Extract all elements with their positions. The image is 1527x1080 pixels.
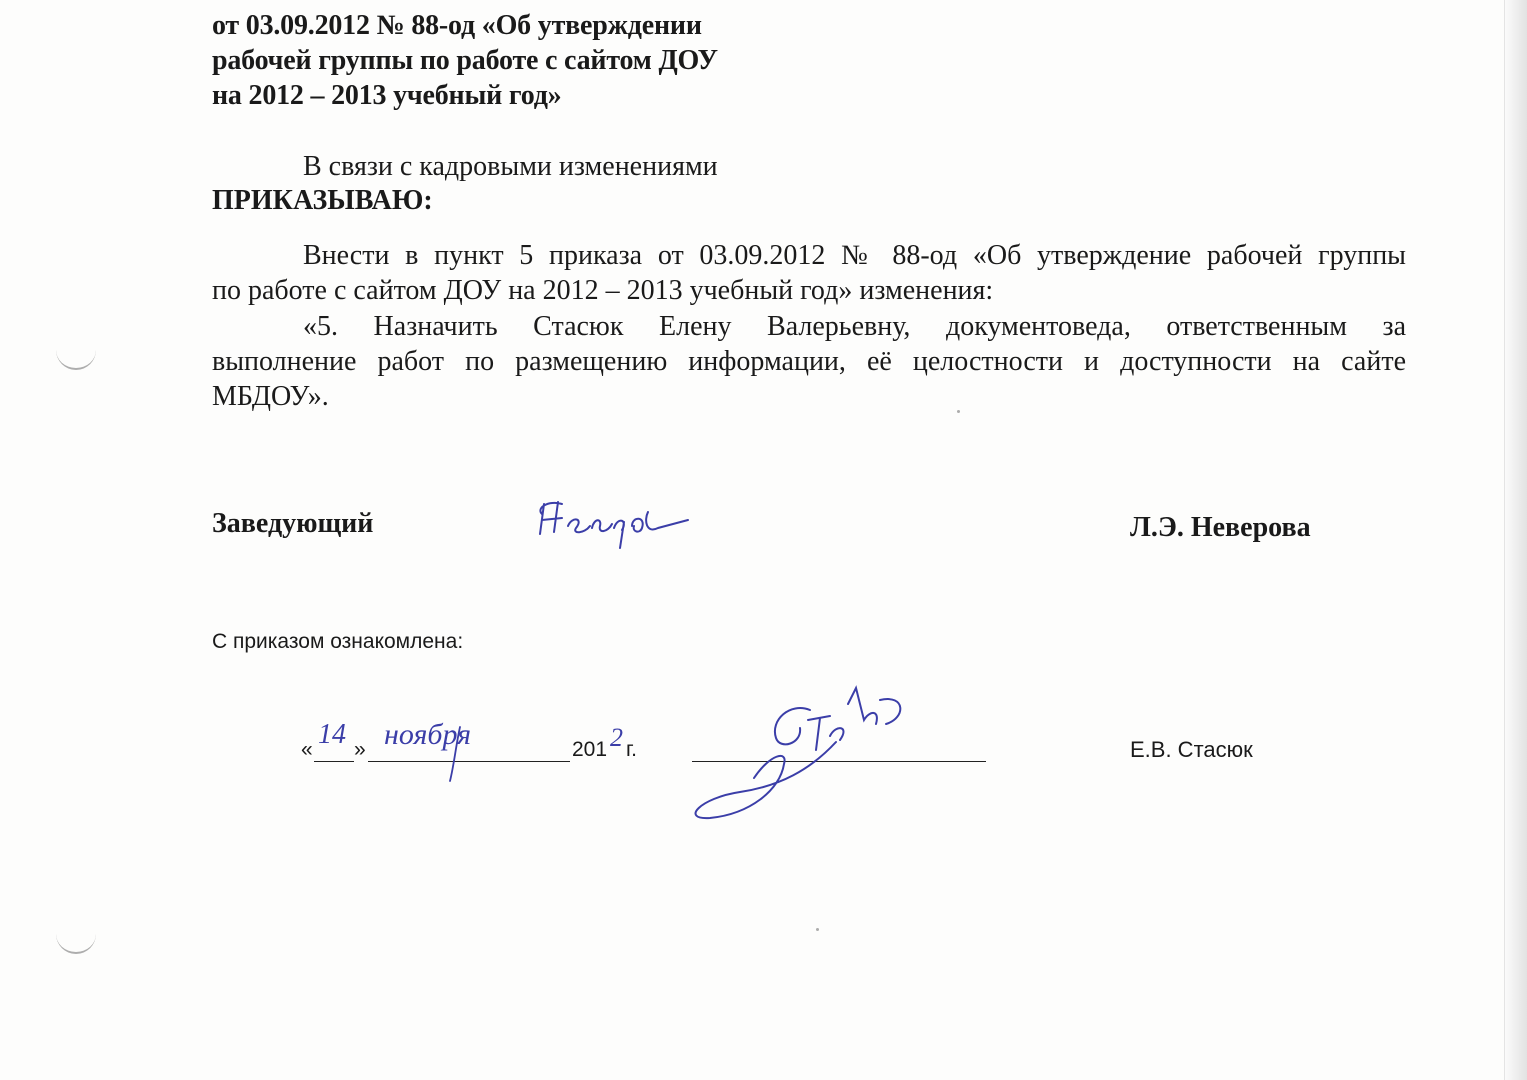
paragraph-line: выполнение работ по размещению информации, её целостности и доступности на сайте <box>212 346 1406 377</box>
scan-speck <box>816 928 819 931</box>
quote-close: » <box>354 738 366 761</box>
year-suffix: г. <box>626 738 637 761</box>
punch-hole-mark <box>56 930 96 954</box>
signoff-position: Заведующий <box>212 508 374 539</box>
punch-hole-mark <box>56 346 96 370</box>
paragraph-line: Внести в пункт 5 приказа от 03.09.2012 № 88-од «Об утверждение рабочей группы <box>303 240 1406 271</box>
employee-signature <box>680 680 920 830</box>
paragraph-line: МБДОУ». <box>212 381 329 412</box>
day-blank <box>314 761 354 762</box>
month-stroke <box>440 725 480 785</box>
paragraph-1 <box>212 238 1406 308</box>
paper-edge <box>1504 0 1527 1080</box>
paragraph-2 <box>212 309 1406 414</box>
paragraph-line: «5. Назначить Стасюк Елену Валерьевну, документоведа, ответственным за <box>303 311 1406 342</box>
order-word: ПРИКАЗЫВАЮ: <box>212 185 433 216</box>
heading-line: на 2012 – 2013 учебный год» <box>212 80 562 111</box>
heading-cut-line <box>212 0 772 4</box>
signoff-name: Л.Э. Неверова <box>1130 512 1311 543</box>
day-handwritten: 14 <box>318 719 346 750</box>
acknowledgement-label: С приказом ознакомлена: <box>212 630 464 653</box>
month-handwritten: ноября <box>384 718 472 751</box>
director-signature <box>528 490 708 560</box>
employee-name: Е.В. Стасюк <box>1130 737 1253 762</box>
heading-line: от 03.09.2012 № 88-од «Об утверждении <box>212 10 702 41</box>
heading-line: рабочей группы по работе с сайтом ДОУ <box>212 45 718 76</box>
quote-open: « <box>301 738 313 761</box>
intro-text: В связи с кадровыми изменениями <box>303 151 718 182</box>
year-digit-handwritten: 2 <box>610 723 623 752</box>
year-prefix: 201 <box>572 738 608 761</box>
paragraph-line: по работе с сайтом ДОУ на 2012 – 2013 учебный год» изменения: <box>212 275 994 306</box>
